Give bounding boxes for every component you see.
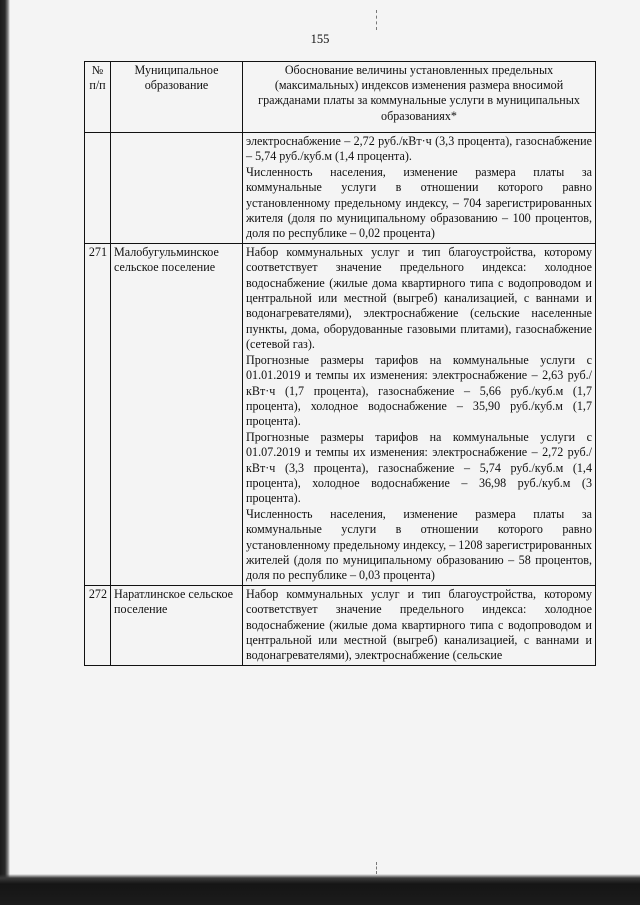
paragraph: электроснабжение – 2,72 руб./кВт·ч (3,3 процента), газоснабжение – 5,74 руб./куб.м (1,4 процента). [246,134,592,164]
row-justification [243,133,596,244]
table-header-row [85,62,596,133]
row-num: 271 [85,243,111,585]
row-municipality: Малобугульминское сельское поселение [111,243,243,585]
page-number: 155 [310,32,330,46]
header-municipality: Муниципальное образование [111,62,243,133]
row-municipality: Наратлинское сельское поселение [111,585,243,665]
paragraph: Прогнозные размеры тарифов на коммунальные услуги с 01.07.2019 и темпы их изменения: электроснабжение – 2,72 руб./кВт·ч (3,3 процента), газоснабжение – 5,74 руб./куб.м (1,4 процента), холодное водоснабжение – 36,98 руб./куб.м (3 процента). [246,429,592,506]
table-row [85,133,596,244]
row-municipality [111,133,243,244]
row-justification [243,243,596,585]
paragraph: Набор коммунальных услуг и тип благоустройства, которому соответствует значение предельного индекса: холодное водоснабжение (жилые дома квартирного типа с водопроводом и центральной или местной (выгреб) канализацией, с ваннами и водонагревателями), электроснабжение (сельские [246,586,592,663]
paragraph: Прогнозные размеры тарифов на коммунальные услуги с 01.01.2019 и темпы их изменения: электроснабжение – 2,63 руб./кВт·ч (1,7 процента), газоснабжение – 5,66 руб./куб.м (1,7 процента), холодное водоснабжение – 35,90 руб./куб.м (1,7 процента). [246,352,592,429]
paragraph: Численность населения, изменение размера платы за коммунальные услуги в отношении которого равно установленному предельному индексу, – 1208 зарегистрированных жителей (доля по муниципальному образованию – 58 процентов, доля по республике – 0,03 процента) [246,506,592,583]
paragraph: Набор коммунальных услуг и тип благоустройства, которому соответствует значение предельного индекса: холодное водоснабжение (жилые дома квартирного типа с водопроводом и центральной или местной (выгреб) канализацией, с ваннами и водонагревателями), электроснабжение (сельские населенные пункты, дома, оборудованные газовыми плитами), газоснабжение (сетевой газ). [246,244,592,352]
table-row [85,243,596,585]
fold-mark-top [376,10,378,30]
row-num [85,133,111,244]
scan-edge-bottom [0,874,640,905]
header-num: № п/п [85,62,111,133]
table-row [85,585,596,665]
row-justification [243,585,596,665]
header-justification: Обоснование величины установленных предельных (максимальных) индексов изменения размера вносимой гражданами платы за коммунальные услуги в муниципальных образованиях* [243,62,596,133]
scan-edge-left [0,0,10,905]
tariff-table [84,61,596,666]
fold-mark-bottom [376,862,378,874]
paragraph: Численность населения, изменение размера платы за коммунальные услуги в отношении которого равно установленному предельному индексу, – 704 зарегистрированных жителя (доля по муниципальному образованию – 100 процентов, доля по республике – 0,02 процента) [246,164,592,241]
row-num: 272 [85,585,111,665]
